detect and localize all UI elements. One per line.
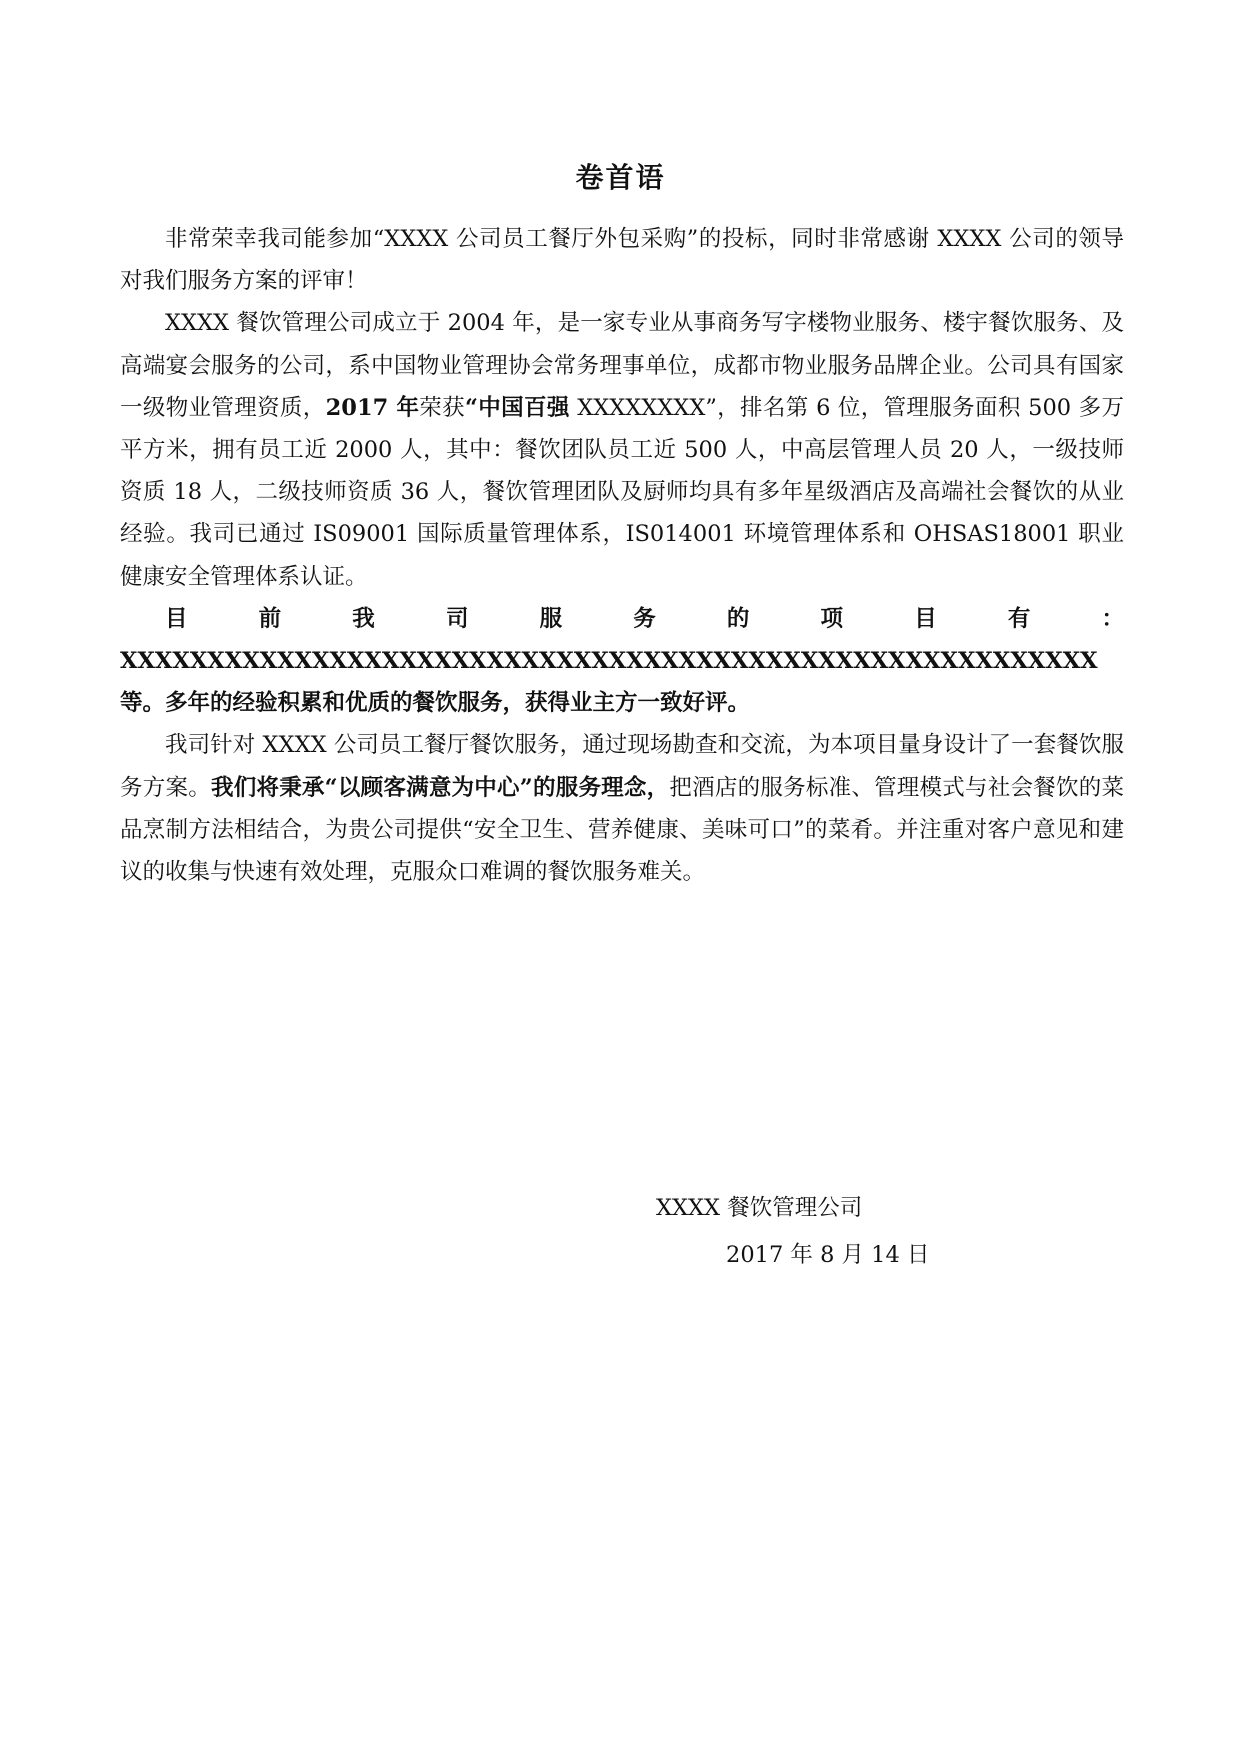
paragraph-projects: 目前我司服务的项目有：XXXXXXXXXXXXXXXXXXXXXXXXXXXXXXXXXXXXXXXXXXXXXXXXXXXXXXXX 等。多年的经验积累和优质的餐饮服务，获得业主方一致好评。	[120, 605, 1124, 717]
profile-award-bold: “中国百强	[465, 394, 570, 421]
signature-company: XXXX 餐饮管理公司	[656, 1195, 863, 1221]
paragraph-intro: 非常荣幸我司能参加“XXXX 公司员工餐厅外包采购”的投标，同时非常感谢 XXXX 公司的领导对我们服务方案的评审！	[120, 226, 1124, 295]
profile-text-1: XXXX 餐饮管理公司成立于 2004 年，是一家专业从事商务写字楼物业服务、楼宇餐饮服务、及高端宴会服务的公司，系中国物业管理协会常务理事单位，成都市物业服务品牌企业。公司具有国家一级物业管理资质，	[120, 310, 1124, 421]
plan-text-1: 我司针对 XXXX 公司员工餐厅餐饮服务，通过现场勘查和交流，为本项目量身设计了一套餐饮服务方案。	[120, 732, 1124, 801]
document-title: 卷首语	[575, 161, 666, 194]
signature-date: 2017 年 8 月 14 日	[726, 1242, 930, 1268]
document-body	[120, 218, 1124, 893]
paragraph-company-profile	[120, 302, 1124, 597]
plan-text-2: 把酒店的服务标准、管理模式与社会餐饮的菜品烹制方法相结合，为贵公司提供“安全卫生、营养健康、美味可口”的菜肴。并注重对客户意见和建议的收集与快速有效处理，克服众口难调的餐饮服务难关。	[120, 774, 1124, 886]
profile-text-3: XXXXXXXX”，排名第 6 位，管理服务面积 500 多万平方米，拥有员工近 2000 人，其中：餐饮团队员工近 500 人，中高层管理人员 20 人，一级技师资质 18 人，二级技师资质 36 人，餐饮管理团队及厨师均具有多年星级酒店及高端社会餐饮的从业经验。我司已通过 IS09001 国际质量管理体系，IS014001 环境管理体系和 OHSAS18001 职业健康安全管理体系认证。	[120, 394, 1124, 590]
profile-year-bold: 2017 年	[325, 394, 420, 421]
plan-philosophy-bold: 我们将秉承“以顾客满意为中心”的服务理念，	[210, 774, 670, 801]
paragraph-service-plan	[120, 724, 1124, 893]
profile-text-2: 荣获	[419, 394, 465, 421]
